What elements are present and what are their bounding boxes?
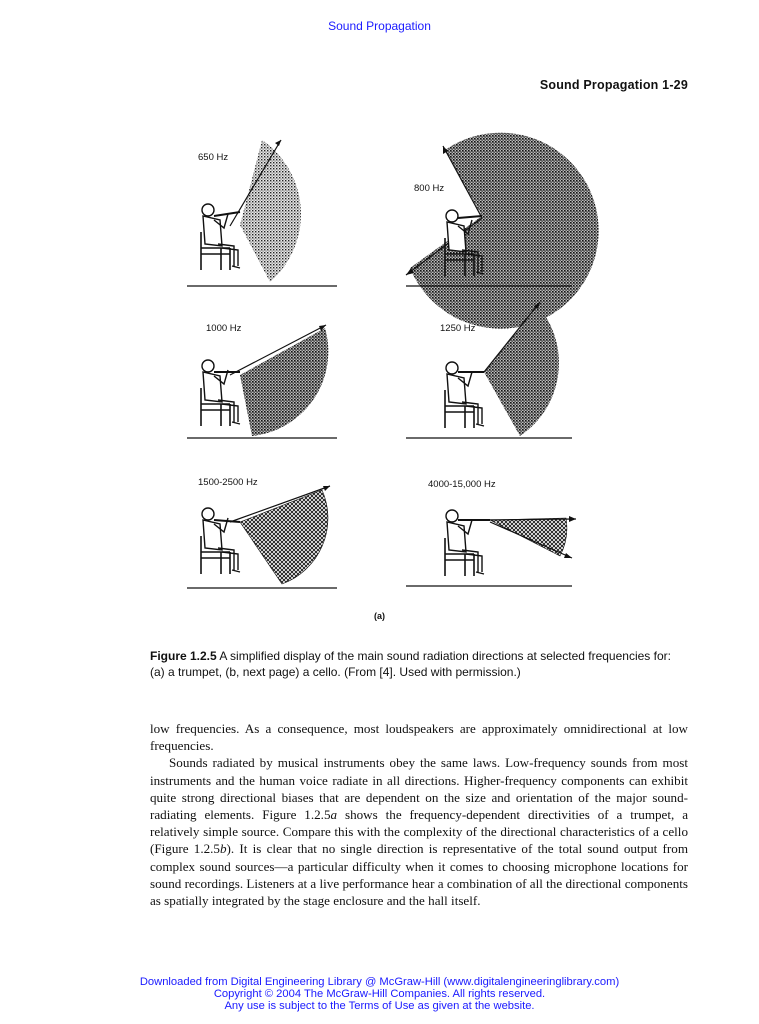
panel-label-1000hz: 1000 Hz — [206, 323, 242, 334]
panel-1500-2500hz — [187, 486, 337, 588]
footer — [0, 976, 759, 1012]
panel-label-800hz: 800 Hz — [414, 183, 445, 194]
footer-line-terms[interactable]: Any use is subject to the Terms of Use as given at the website. — [224, 1000, 535, 1012]
panel-1000hz — [187, 325, 337, 438]
paragraph-2-part-b: shows the frequency-dependent directivities of a trumpet, a relatively simple source. Compare this with the complexity of the directional characteristics of a cello (Figure 1.2.5 — [150, 807, 689, 857]
paragraph-2-italic-b: b — [219, 841, 227, 857]
running-head: Sound Propagation 1-29 — [539, 78, 688, 92]
paragraph-2-italic-a: a — [330, 807, 338, 823]
paragraph-2 — [150, 754, 688, 909]
panel-4000-15000hz — [406, 510, 576, 586]
caption-figure-number: Figure 1.2.5 — [150, 649, 217, 663]
panel-800hz — [406, 133, 599, 329]
panel-label-4000-15000hz: 4000-15,000 Hz — [428, 479, 496, 490]
figure-sub-label: (a) — [374, 611, 385, 621]
footer-line-copyright[interactable]: Copyright © 2004 The McGraw-Hill Companies. All rights reserved. — [213, 988, 546, 1000]
panel-label-1250hz: 1250 Hz — [440, 323, 476, 334]
paragraph-1: low frequencies. As a consequence, most loudspeakers are approximately omnidirectional at low frequencies. — [150, 721, 688, 754]
footer-line-download[interactable]: Downloaded from Digital Engineering Library @ McGraw-Hill (www.digitalengineeringlibrary.com) — [139, 976, 620, 988]
caption-text: A simplified display of the main sound radiation directions at selected frequencies for: (a) a trumpet, (b, next page) a cello. (From [4]. Used with permission.) — [150, 649, 671, 679]
paragraph-2-part-a: Sounds radiated by musical instruments obey the same laws. Low-frequency sounds from most instruments and the human voice radiate in all directions. Higher-frequency components can exhibit quite strong directional biases that are dependent on the size and orientation of the major sound-radiating elements. Figure 1.2.5 — [150, 755, 688, 823]
figure-caption — [150, 648, 688, 680]
body-text — [150, 720, 688, 909]
paragraph-2-part-c: ). It is clear that no single direction is representative of the total sound output from complex sound sources—a particular difficulty when it comes to choosing microphone locations for sound recordings. Listeners at a live performance hear a combination of all the directional components as spatially integrated by the stage enclosure and the hall itself. — [150, 841, 688, 909]
panel-label-1500-2500hz: 1500-2500 Hz — [198, 477, 258, 488]
top-link-sound-propagation[interactable]: Sound Propagation — [328, 19, 431, 33]
panel-label-650hz: 650 Hz — [198, 152, 229, 163]
